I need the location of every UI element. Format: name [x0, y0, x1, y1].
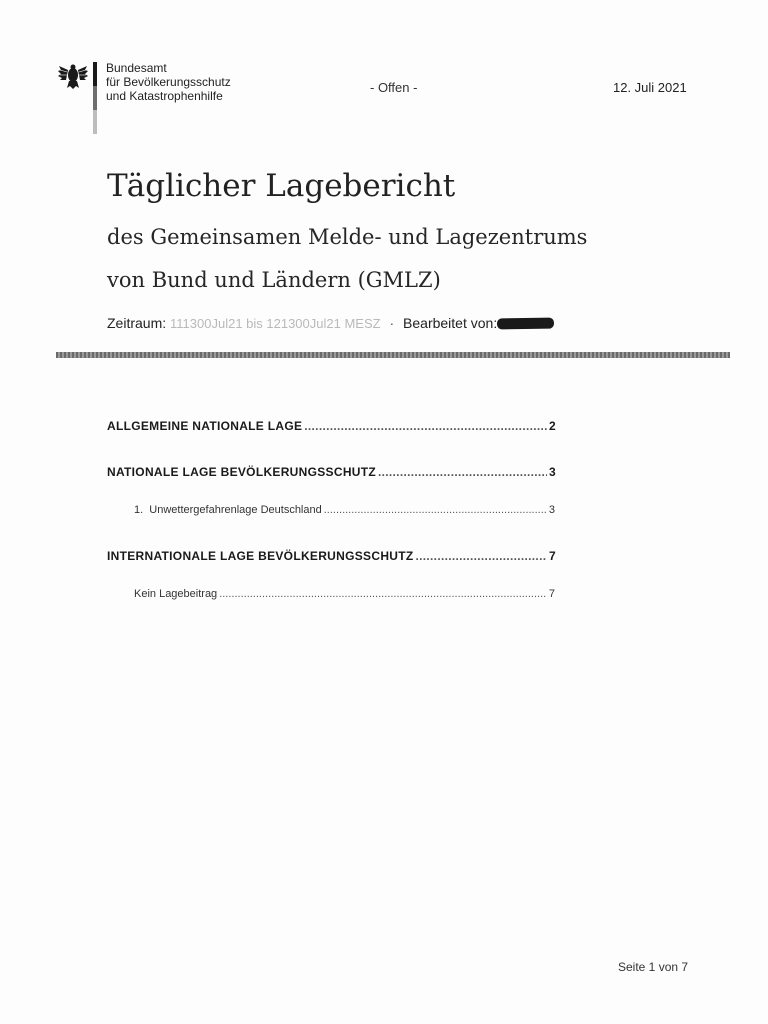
period-separator: · [389, 315, 395, 331]
toc-entry[interactable] [107, 419, 556, 433]
page-number: Seite 1 von 7 [618, 960, 689, 974]
toc-entry-page: 3 [549, 465, 556, 479]
redaction-mark [497, 318, 554, 330]
document-subtitle-line2: von Bund und Ländern (GMLZ) [107, 268, 441, 292]
toc-entry-label: INTERNATIONALE LAGE BEVÖLKERUNGSSCHUTZ [107, 549, 414, 563]
period-value: 111300Jul21 bis 121300Jul21 MESZ [170, 316, 381, 331]
toc-entry[interactable] [107, 549, 556, 563]
toc-entry-label: ALLGEMEINE NATIONALE LAGE [107, 419, 303, 433]
flag-stripe-gold [93, 110, 97, 134]
classification-label: - Offen - [370, 80, 418, 95]
header-divider [56, 352, 730, 358]
toc-leader [378, 465, 547, 479]
agency-line: und Katastrophenhilfe [106, 89, 223, 103]
flag-stripe-black [93, 62, 97, 86]
agency-name [106, 61, 231, 103]
flag-stripe-red [93, 86, 97, 110]
period-line [107, 315, 554, 331]
toc-entry-page: 7 [548, 588, 555, 600]
period-label: Zeitraum: [107, 315, 167, 331]
toc-leader [304, 419, 547, 433]
federal-eagle-icon [57, 62, 89, 90]
toc-leader [219, 588, 547, 600]
toc-entry-label: Kein Lagebeitrag [134, 588, 218, 600]
agency-line: Bundesamt [106, 61, 167, 75]
editor-label: Bearbeitet von: [403, 315, 498, 331]
toc-leader [416, 549, 548, 563]
toc-entry[interactable] [107, 465, 556, 479]
flag-bar [93, 62, 97, 134]
toc-subentry[interactable] [134, 504, 555, 516]
toc-leader [324, 504, 547, 516]
agency-line: für Bevölkerungsschutz [106, 75, 231, 89]
toc-entry-page: 2 [549, 419, 556, 433]
document-subtitle-line1: des Gemeinsamen Melde- und Lagezentrums [107, 225, 588, 249]
toc-entry-page: 3 [548, 504, 555, 516]
toc-entry-page: 7 [549, 549, 556, 563]
report-date: 12. Juli 2021 [613, 80, 687, 95]
toc-entry-label: NATIONALE LAGE BEVÖLKERUNGSSCHUTZ [107, 465, 377, 479]
toc-entry-label: 1. Unwettergefahrenlage Deutschland [134, 504, 322, 516]
document-title: Täglicher Lagebericht [107, 168, 456, 204]
toc-subentry[interactable] [134, 588, 555, 600]
